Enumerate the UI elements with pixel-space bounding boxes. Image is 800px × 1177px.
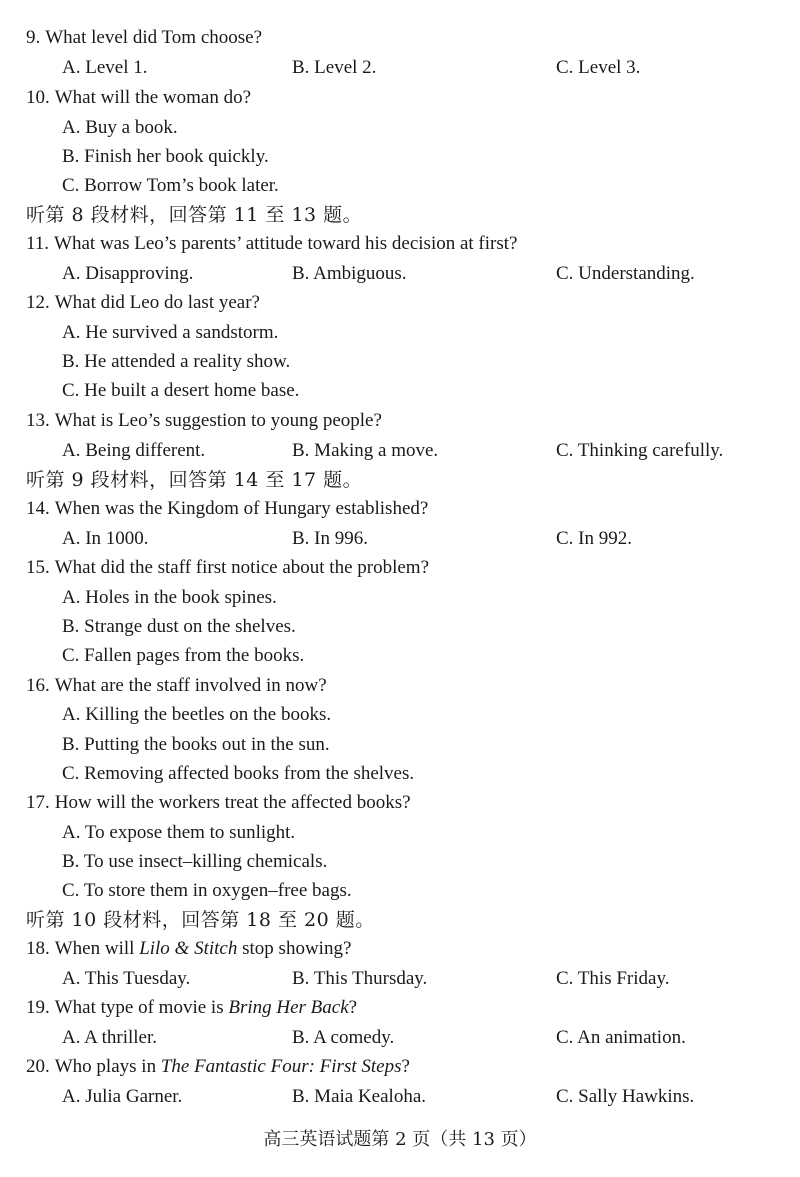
q16-option-c: C. Removing affected books from the shelves. [62, 763, 415, 784]
question-12: 12. What did Leo do last year? [26, 292, 260, 313]
q9-option-c: C. Level 3. [556, 57, 641, 78]
q20-option-c: C. Sally Hawkins. [556, 1086, 695, 1107]
question-15: 15. What did the staff first notice about the problem? [26, 557, 430, 578]
question-18: 18. When will Lilo & Stitch stop showing? [26, 938, 352, 959]
question-11: 11. What was Leo’s parents’ attitude toward his decision at first? [26, 233, 518, 254]
q11-option-c: C. Understanding. [556, 263, 695, 284]
q19-option-a: A. A thriller. [62, 1027, 157, 1048]
q19-option-b: B. A comedy. [292, 1027, 395, 1048]
question-13: 13. What is Leo’s suggestion to young people? [26, 410, 382, 431]
movie-title: The Fantastic Four: First Steps [160, 1056, 402, 1077]
q10-option-a: A. Buy a book. [62, 117, 178, 138]
question-10: 10. What will the woman do? [26, 87, 252, 108]
q14-option-b: B. In 996. [292, 528, 368, 549]
q13-option-b: B. Making a move. [292, 440, 439, 461]
q12-option-b: B. He attended a reality show. [62, 351, 291, 372]
q18-option-b: B. This Thursday. [292, 968, 428, 989]
q11-option-b: B. Ambiguous. [292, 263, 407, 284]
q10-option-c: C. Borrow Tom’s book later. [62, 175, 279, 196]
q17-option-b: B. To use insect–killing chemicals. [62, 851, 328, 872]
q10-option-b: B. Finish her book quickly. [62, 146, 269, 167]
q12-option-a: A. He survived a sandstorm. [62, 322, 279, 343]
section-heading-10: 听第 10 段材料，回答第 18 至 20 题。 [26, 909, 375, 931]
movie-title: Bring Her Back [228, 997, 349, 1018]
page-footer: 高三英语试题第 2 页（共 13 页） [263, 1129, 537, 1150]
question-17: 17. How will the workers treat the affected books? [26, 792, 411, 813]
movie-title: Lilo & Stitch [139, 938, 238, 959]
q15-option-a: A. Holes in the book spines. [62, 587, 277, 608]
q15-option-b: B. Strange dust on the shelves. [62, 616, 296, 637]
q16-option-a: A. Killing the beetles on the books. [62, 704, 332, 725]
q20-option-b: B. Maia Kealoha. [292, 1086, 427, 1107]
q13-option-c: C. Thinking carefully. [556, 440, 724, 461]
q17-option-a: A. To expose them to sunlight. [62, 822, 296, 843]
section-heading-8: 听第 8 段材料，回答第 11 至 13 题。 [26, 204, 363, 226]
q20-option-a: A. Julia Garner. [62, 1086, 183, 1107]
q9-option-b: B. Level 2. [292, 57, 377, 78]
q9-option-a: A. Level 1. [62, 57, 148, 78]
question-16: 16. What are the staff involved in now? [26, 675, 327, 696]
question-20: 20. Who plays in The Fantastic Four: First Steps? [26, 1056, 410, 1077]
question-9: 9. What level did Tom choose? [26, 27, 263, 48]
section-heading-9: 听第 9 段材料，回答第 14 至 17 题。 [26, 469, 363, 491]
q17-option-c: C. To store them in oxygen–free bags. [62, 880, 352, 901]
q11-option-a: A. Disapproving. [62, 263, 194, 284]
q14-option-a: A. In 1000. [62, 528, 149, 549]
q14-option-c: C. In 992. [556, 528, 632, 549]
question-14: 14. When was the Kingdom of Hungary established? [26, 498, 429, 519]
q12-option-c: C. He built a desert home base. [62, 380, 300, 401]
q13-option-a: A. Being different. [62, 440, 206, 461]
q16-option-b: B. Putting the books out in the sun. [62, 734, 330, 755]
q18-option-c: C. This Friday. [556, 968, 670, 989]
question-19: 19. What type of movie is Bring Her Back? [26, 997, 358, 1018]
q15-option-c: C. Fallen pages from the books. [62, 645, 305, 666]
q19-option-c: C. An animation. [556, 1027, 686, 1048]
q18-option-a: A. This Tuesday. [62, 968, 191, 989]
